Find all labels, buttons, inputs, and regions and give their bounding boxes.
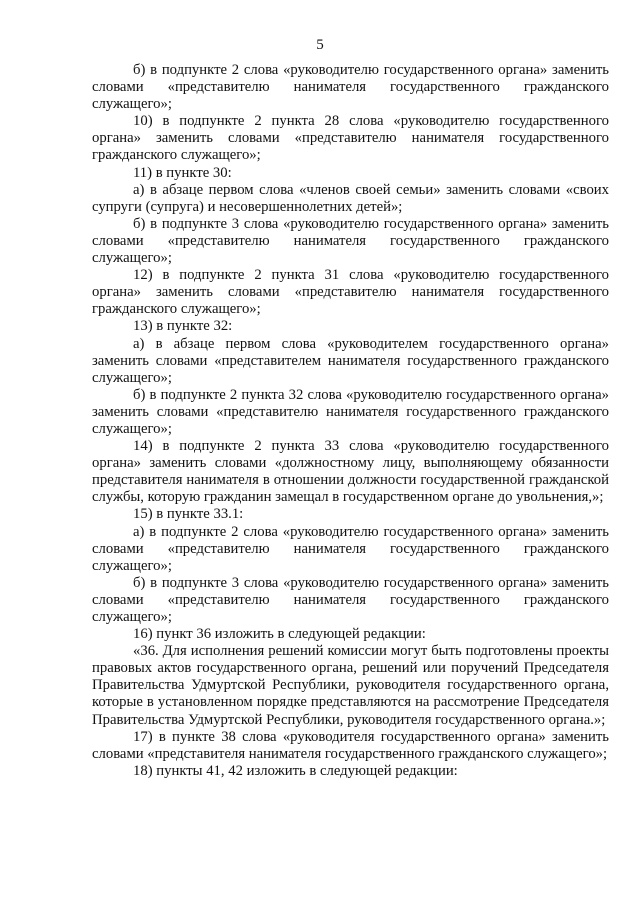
paragraph-16-point-36: 16) пункт 36 изложить в следующей редакции: xyxy=(133,626,426,643)
paragraph-14-point-33: 14) в подпункте 2 пункта 33 слова «руководителю государственного органа» заменить словами «должностному лицу, выполняющему обязанности представителя нанимателя в отношении должности государственной гражданской службы, которую гражданин замещал в государственном органе до увольнения,»; xyxy=(92,438,609,506)
page-number: 5 xyxy=(316,37,324,53)
paragraph-15b: б) в подпункте 3 слова «руководителю государственного органа» заменить словами «представителю нанимателя государственного гражданского служащего»; xyxy=(92,574,609,625)
paragraph-13b: б) в подпункте 2 пункта 32 слова «руководителю государственного органа» заменить словами «представителю нанимателя государственного гражданского служащего»; xyxy=(92,386,609,437)
paragraph-11-point-30: 11) в пункте 30: xyxy=(133,164,232,181)
document-body xyxy=(92,62,609,780)
paragraph-15a: а) в подпункте 2 слова «руководителю государственного органа» заменить словами «представителю нанимателя государственного гражданского служащего»; xyxy=(92,523,609,574)
paragraph-point-36-text: «36. Для исполнения решений комиссии могут быть подготовлены проекты правовых актов государственного органа, решений или поручений Председателя Правительства Удмуртской Республики, руководителя государственного органа, которые в установленном порядке представляются на рассмотрение Председателя Правительства Удмуртской Республики, руководителя государственного органа.»; xyxy=(92,643,609,728)
paragraph-15-point-33-1: 15) в пункте 33.1: xyxy=(133,506,244,523)
paragraph-17-point-38: 17) в пункте 38 слова «руководителя государственного органа» заменить словами «представителя нанимателя государственного гражданского служащего»; xyxy=(92,728,609,762)
paragraph-18-points-41-42: 18) пункты 41, 42 изложить в следующей редакции: xyxy=(133,762,458,779)
paragraph-9b-subpoint-2: б) в подпункте 2 слова «руководителю государственного органа» заменить словами «представителю нанимателя государственного гражданского служащего»; xyxy=(92,62,609,113)
paragraph-11a: а) в абзаце первом слова «членов своей семьи» заменить словами «своих супруги (супруга) и несовершеннолетних детей»; xyxy=(92,181,609,215)
paragraph-12-point-31: 12) в подпункте 2 пункта 31 слова «руководителю государственного органа» заменить словами «представителю нанимателя государственного гражданского служащего»; xyxy=(92,267,609,318)
paragraph-13a: а) в абзаце первом слова «руководителем государственного органа» заменить словами «представителем нанимателя государственного гражданского служащего»; xyxy=(92,335,609,386)
paragraph-11b: б) в подпункте 3 слова «руководителю государственного органа» заменить словами «представителю нанимателя государственного гражданского служащего»; xyxy=(92,215,609,267)
paragraph-13-point-32: 13) в пункте 32: xyxy=(133,318,233,335)
paragraph-10-point-28: 10) в подпункте 2 пункта 28 слова «руководителю государственного органа» заменить словами «представителю нанимателя государственного гражданского служащего»; xyxy=(92,113,609,164)
